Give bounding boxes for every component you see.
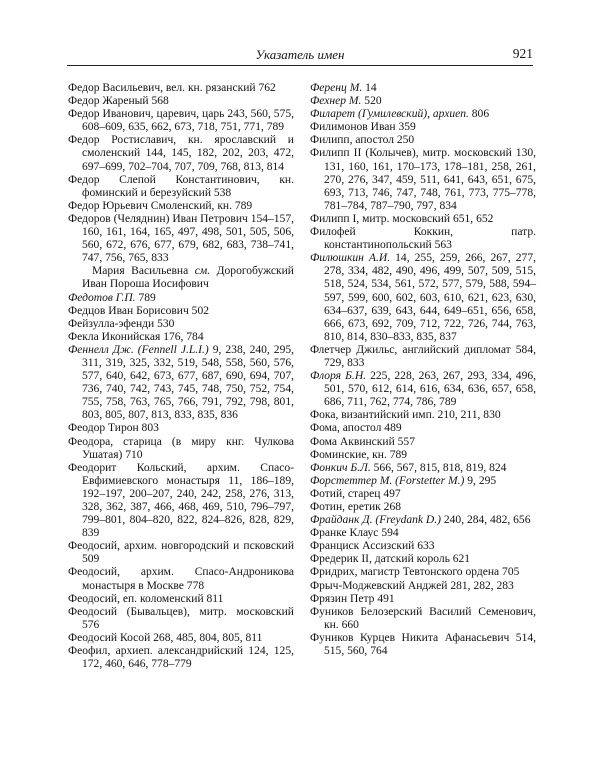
- index-entry: [68, 344, 294, 423]
- index-entry: [310, 344, 536, 370]
- entry-text: Федор Ростиславич, кн. ярославский и смоленский 144, 145, 182, 202, 203, 472, 697–699, 702–704, 707, 709, 768, 813, 814: [68, 134, 294, 173]
- entry-text-italic: Флоря Б.Н.: [310, 370, 367, 383]
- index-entry: [68, 265, 294, 291]
- header-rule: [67, 65, 533, 66]
- entry-text: 240, 284, 482, 656: [440, 514, 531, 527]
- entry-text-italic: Федотов Г.П.: [68, 291, 136, 304]
- index-entry: [68, 318, 294, 331]
- index-entry: [68, 292, 294, 305]
- entry-text: Франке Клаус 594: [310, 527, 399, 540]
- index-entry: [68, 593, 294, 606]
- index-entry: [310, 553, 536, 566]
- entry-text: 806: [468, 108, 490, 121]
- entry-text-italic: Фонкич Б.Л.: [310, 461, 371, 474]
- entry-text: Флетчер Джильс, английский дипломат 584, 729, 833: [310, 343, 536, 369]
- entry-text: Филофей Коккин, патр. константинопольский 563: [310, 226, 536, 252]
- entry-text: Фрязин Петр 491: [310, 592, 395, 605]
- entry-text-italic: Фрайданк Д. (Freydank D.): [310, 514, 441, 527]
- index-entry: [68, 108, 294, 134]
- index-entry: [310, 514, 536, 527]
- entry-text: Мария Васильевна: [92, 265, 195, 278]
- entry-text: Фока, византийский имп. 210, 211, 830: [310, 409, 501, 422]
- index-entry: [310, 213, 536, 226]
- index-entry: [68, 305, 294, 318]
- index-entry: [310, 527, 536, 540]
- index-entry: [310, 226, 536, 252]
- entry-text: Филипп II (Колычев), митр. московский 130, 131, 160, 161, 170–173, 178–181, 258, 261, 270, 276, 347, 459, 511, 641, 643, 651, 675, 693, 713, 746, 747, 748, 761, 773, 775–778, 781–784, 787–790, 797, 834: [310, 147, 536, 212]
- index-entry: [310, 147, 536, 212]
- entry-text-italic: Ференц М.: [310, 82, 363, 94]
- entry-text: 14: [362, 82, 377, 94]
- index-entry: [310, 108, 536, 121]
- entry-text-italic: Филарет (Гумилевский), архиеп.: [310, 108, 469, 121]
- entry-text: Филипп I, митр. московский 651, 652: [310, 212, 494, 225]
- page-header: [67, 44, 533, 66]
- index-entry: [68, 566, 294, 592]
- entry-text: Фуников Белозерский Василий Семенович, кн. 660: [310, 605, 536, 631]
- entry-text: Феодосий (Бывальцев), митр. московский 576: [68, 605, 294, 631]
- index-entry: [68, 645, 294, 671]
- index-entry: [310, 593, 536, 606]
- entry-text: Фотий, старец 497: [310, 487, 401, 500]
- index-entry: [68, 200, 294, 213]
- index-entry: [310, 632, 536, 658]
- index-entry: [68, 540, 294, 566]
- index-entry: [68, 606, 294, 632]
- entry-text: Дорогобужский Иван Пороша Иосифович: [82, 265, 294, 291]
- entry-text: Феодора, старица (в миру кнг. Чулкова Ушатая) 710: [68, 435, 294, 461]
- entry-text-italic: см.: [194, 265, 211, 278]
- entry-text: Федцов Иван Борисович 502: [68, 304, 209, 317]
- index-entry: [310, 462, 536, 475]
- entry-text: 225, 228, 263, 267, 293, 334, 496, 501, 570, 612, 614, 616, 634, 636, 657, 658, 686, 711, 762, 774, 786, 789: [324, 370, 537, 409]
- entry-text: Фотин, еретик 268: [310, 501, 401, 513]
- index-entry: [68, 134, 294, 173]
- index-entry: [68, 174, 294, 200]
- index-entry: [68, 422, 294, 435]
- index-entry: [310, 501, 536, 514]
- entry-text: Федор Жареный 568: [68, 95, 169, 108]
- entry-text: Фома Аквинский 557: [310, 435, 415, 448]
- entry-text: 789: [135, 291, 156, 304]
- index-entry: [68, 82, 294, 95]
- entry-text: Филипп, апостол 250: [310, 134, 415, 147]
- index-entry: [310, 488, 536, 501]
- index-entry: [310, 475, 536, 488]
- index-entry: [310, 82, 536, 95]
- entry-text: Фрыч-Моджевский Анджей 281, 282, 283: [310, 579, 514, 592]
- entry-text-italic: Филюшкин А.И.: [310, 252, 391, 265]
- page-number: 921: [512, 46, 533, 61]
- index-column-right: [310, 82, 536, 658]
- index-entry: [68, 462, 294, 541]
- index-entry: [310, 540, 536, 553]
- entry-text: Фоминские, кн. 789: [310, 448, 408, 461]
- entry-text: Федор Юрьевич Смоленский, кн. 789: [68, 199, 253, 212]
- index-entry: [310, 252, 536, 344]
- index-entry: [310, 95, 536, 108]
- index-entry: [310, 422, 536, 435]
- index-entry: [310, 580, 536, 593]
- entry-text: Федоров (Челяднин) Иван Петрович 154–157, 160, 161, 164, 165, 497, 498, 501, 505, 506, 560, 672, 676, 677, 679, 682, 683, 738–741, 747, 756, 765, 833: [68, 212, 294, 265]
- entry-text: Филимонов Иван 359: [310, 121, 416, 134]
- index-entry: [68, 213, 294, 265]
- entry-text: Фейзулла-эфенди 530: [68, 317, 175, 330]
- index-entry: [68, 95, 294, 108]
- entry-text: Феодосий, архим. Спасо-Андроникова монастыря в Москве 778: [68, 566, 294, 592]
- entry-text: Фуников Курцев Никита Афанасьевич 514, 515, 560, 764: [310, 631, 536, 658]
- index-entry: [310, 566, 536, 579]
- entry-text: 9, 295: [464, 474, 497, 487]
- entry-text: 14, 255, 259, 266, 267, 277, 278, 334, 482, 490, 496, 499, 507, 509, 515, 518, 524, 534, 561, 572, 577, 579, 588, 594–597, 599, 600, 602, 603, 610, 621, 623, 630, 634–637, 639, 643, 644, 649–651, 656, 658, 666, 673, 692, 709, 712, 722, 726, 744, 763, 810, 814, 830–833, 835, 837: [324, 252, 536, 343]
- index-entry: [310, 370, 536, 409]
- entry-text: Феодосий, архим. новгородский и псковский 509: [68, 540, 294, 566]
- index-entry: [68, 632, 294, 645]
- index-entry: [310, 121, 536, 134]
- running-title: Указатель имен: [255, 47, 345, 62]
- entry-text: Фома, апостол 489: [310, 422, 402, 435]
- entry-text: Фекла Иконийская 176, 784: [68, 330, 204, 343]
- index-column-left: [68, 82, 294, 671]
- entry-text: Феодор Тирон 803: [68, 422, 159, 435]
- index-entry: [310, 436, 536, 449]
- index-entry: [310, 606, 536, 632]
- index-entry: [310, 409, 536, 422]
- entry-text: Федор Иванович, царевич, царь 243, 560, 575, 608–609, 635, 662, 673, 718, 751, 771, 789: [68, 108, 294, 134]
- entry-text: Феодорит Кольский, архим. Спасо-Евфимиевского монастыря 11, 186–189, 192–197, 200–207, 240, 242, 258, 276, 313, 328, 362, 387, 466, 468, 469, 510, 796–797, 799–801, 804–820, 822, 824–826, 828, 829, 839: [68, 461, 294, 540]
- entry-text: 566, 567, 815, 818, 819, 824: [370, 461, 507, 474]
- index-entry: [68, 331, 294, 344]
- entry-text: 9, 238, 240, 295, 311, 319, 325, 332, 519, 548, 558, 560, 576, 577, 640, 642, 673, 677, 687, 690, 694, 707, 736, 740, 742, 743, 745, 748, 750, 752, 754, 755, 758, 763, 765, 766, 791, 792, 798, 801, 803, 805, 807, 813, 833, 835, 836: [82, 343, 295, 422]
- index-entry: [310, 449, 536, 462]
- entry-text: Феодосий Косой 268, 485, 804, 805, 811: [68, 631, 263, 644]
- index-entry: [310, 134, 536, 147]
- entry-text-italic: Фехнер М.: [310, 95, 362, 108]
- entry-text: Федор Слепой Константинович, кн. фоминский и березуйский 538: [68, 173, 294, 199]
- index-entry: [68, 436, 294, 462]
- entry-text: Феофил, архиеп. александрийский 124, 125, 172, 460, 646, 778–779: [68, 645, 294, 671]
- entry-text: Фредерик II, датский король 621: [310, 553, 471, 566]
- entry-text: Франциск Ассизский 633: [310, 540, 435, 553]
- entry-text: 520: [361, 95, 382, 108]
- entry-text-italic: Форстеттер М. (Forstetter M.): [310, 474, 465, 487]
- entry-text: Феодосий, еп. коломенский 811: [68, 592, 224, 605]
- entry-text-italic: Феннелл Дж. (Fennell J.L.I.): [68, 343, 209, 356]
- entry-text: Федор Васильевич, вел. кн. рязанский 762: [68, 82, 276, 94]
- entry-text: Фридрих, магистр Тевтонского ордена 705: [310, 566, 520, 579]
